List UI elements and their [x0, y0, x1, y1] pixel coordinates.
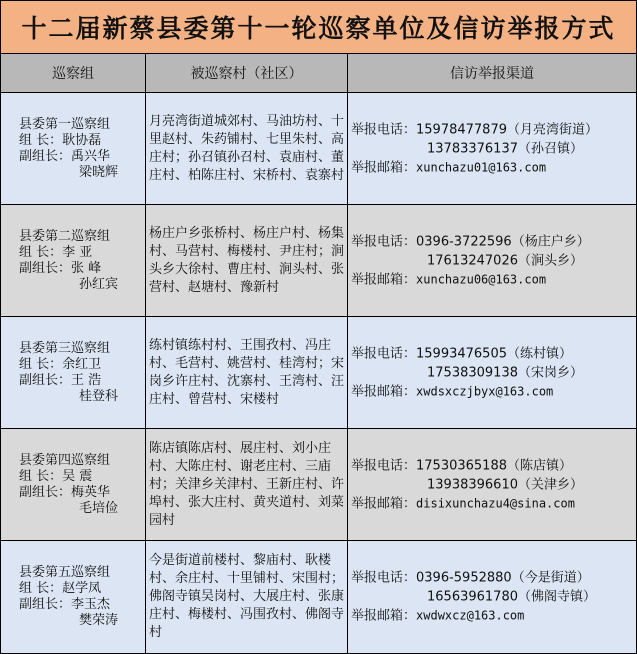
- email-label: 举报邮箱：: [351, 160, 417, 175]
- phone-number: 17530365188（陈店镇）: [416, 458, 572, 473]
- group-name: 县委第二巡察组: [19, 228, 111, 244]
- leader-label: 组 长：: [19, 468, 63, 484]
- deputy-name: 梁晓辉: [79, 164, 119, 180]
- deputy-name: 禹兴华: [71, 148, 111, 164]
- deputy-name: 毛培俭: [79, 500, 119, 516]
- deputy-label: 副组长：: [19, 484, 72, 500]
- leader-name: 余红卫: [62, 356, 102, 372]
- deputy-label: 副组长：: [19, 148, 72, 164]
- villages-text: 今是街道前楼村、黎庙村、耿楼村、余庄村、十里铺村、宋围村；佛阁寺镇吴岗村、大展庄村、张康庄村、梅楼村、冯围孜村、佛阁寺村: [149, 553, 345, 640]
- group-cell: [1, 317, 145, 428]
- phone-label: 举报电话：: [351, 458, 417, 473]
- villages-text: 杨庄户乡张桥村、杨庄户村、杨集村、马营村、梅楼村、尹庄村；涧头乡大徐村、曹庄村、涧头村、张营村、赵塘村、豫新村: [149, 225, 345, 295]
- leader-label: 组 长：: [19, 581, 63, 596]
- phone-label: 举报电话：: [351, 122, 417, 137]
- phone-number: 16563961780（佛阁寺镇）: [427, 589, 596, 605]
- leader-name: 吴 震: [62, 468, 93, 484]
- leader-name: 耿协磊: [62, 132, 102, 148]
- phone-number: 17613247026（涧头乡）: [427, 253, 583, 268]
- deputy-name: 李玉杰: [71, 597, 111, 612]
- leader-name: 李 亚: [62, 244, 93, 260]
- deputy-name: 樊荣涛: [79, 613, 119, 628]
- channels-cell: [348, 541, 636, 653]
- villages-cell: [146, 317, 347, 428]
- deputy-name: 桂登科: [79, 388, 119, 404]
- phone-label: 举报电话：: [351, 346, 417, 361]
- group-name: 县委第三巡察组: [19, 340, 111, 356]
- phone-label: 举报电话：: [351, 570, 417, 586]
- villages-text: 月亮湾街道城郊村、马油坊村、十里赵村、朱药铺村、七里朱村、高庄村；孙召镇孙召村、袁庙村、董庄村、柏陈庄村、宋桥村、袁寨村: [149, 113, 345, 183]
- villages-text: 陈店镇陈店村、展庄村、刘小庄村、大陈庄村、谢老庄村、三庙村；关津乡关津村、王新庄村、许埠村、张大庄村、黄夹道村、刘菜园村: [149, 440, 345, 528]
- table-row: [1, 429, 636, 541]
- villages-cell: [146, 205, 347, 316]
- group-cell: [1, 541, 145, 653]
- channels-cell: [348, 317, 636, 428]
- villages-cell: [146, 541, 347, 653]
- leader-label: 组 长：: [19, 132, 63, 148]
- group-cell: [1, 93, 145, 204]
- leader-label: 组 长：: [19, 356, 63, 372]
- email-label: 举报邮箱：: [351, 608, 417, 624]
- leader-name: 赵学凤: [62, 581, 102, 596]
- channels-cell: [348, 93, 636, 204]
- deputy-name: 梅英华: [71, 484, 111, 500]
- phone-number: 0396-3722596（杨庄户乡）: [416, 234, 590, 249]
- table-row: [1, 541, 636, 653]
- header-channels: 信访举报渠道: [348, 54, 636, 93]
- channels-cell: [348, 429, 636, 540]
- deputy-label: 副组长：: [19, 597, 72, 612]
- table-row: [1, 317, 636, 429]
- email-label: 举报邮箱：: [351, 496, 417, 511]
- header-group: 巡察组: [1, 54, 145, 93]
- phone-number: 15993476505（练村镇）: [416, 346, 572, 361]
- deputy-name: 张 峰: [71, 260, 102, 276]
- email-address: xwdwxcz@163.com: [416, 608, 525, 623]
- email-address: xunchazu06@163.com: [416, 272, 547, 286]
- deputy-name: 王 浩: [71, 372, 102, 388]
- phone-number: 13938396610（关津乡）: [427, 477, 583, 492]
- email-label: 举报邮箱：: [351, 384, 417, 399]
- leader-label: 组 长：: [19, 244, 63, 260]
- column-divider: [347, 54, 348, 654]
- deputy-label: 副组长：: [19, 372, 72, 388]
- group-name: 县委第五巡察组: [19, 565, 111, 580]
- table-row: [1, 93, 636, 205]
- email-address: xwdsxczjbyx@163.com: [416, 384, 554, 398]
- villages-text: 练村镇练村村、王围孜村、冯庄村、毛营村、姚营村、桂湾村；宋岗乡许庄村、沈寨村、王湾村、汪庄村、曾营村、宋楼村: [149, 337, 345, 407]
- email-address: disixunchazu4@sina.com: [416, 496, 575, 510]
- phone-number: 15978477879（月亮湾街道）: [416, 122, 598, 137]
- email-address: xunchazu01@163.com: [416, 160, 547, 174]
- deputy-name: 孙红宾: [79, 276, 119, 292]
- group-name: 县委第一巡察组: [19, 116, 111, 132]
- phone-number: 13783376137（孙召镇）: [427, 141, 583, 156]
- header-villages: 被巡察村（社区）: [146, 54, 347, 93]
- email-label: 举报邮箱：: [351, 272, 417, 287]
- phone-number: 17538309138（宋岗乡）: [427, 365, 583, 380]
- column-divider: [145, 54, 146, 654]
- group-cell: [1, 429, 145, 540]
- table-row: [1, 205, 636, 317]
- group-name: 县委第四巡察组: [19, 452, 111, 468]
- group-cell: [1, 205, 145, 316]
- deputy-label: 副组长：: [19, 260, 72, 276]
- villages-cell: [146, 429, 347, 540]
- phone-number: 0396-5952880（今是街道）: [416, 570, 590, 586]
- channels-cell: [348, 205, 636, 316]
- villages-cell: [146, 93, 347, 204]
- table-title: 十二届新蔡县委第十一轮巡察单位及信访举报方式: [1, 1, 636, 54]
- phone-label: 举报电话：: [351, 234, 417, 249]
